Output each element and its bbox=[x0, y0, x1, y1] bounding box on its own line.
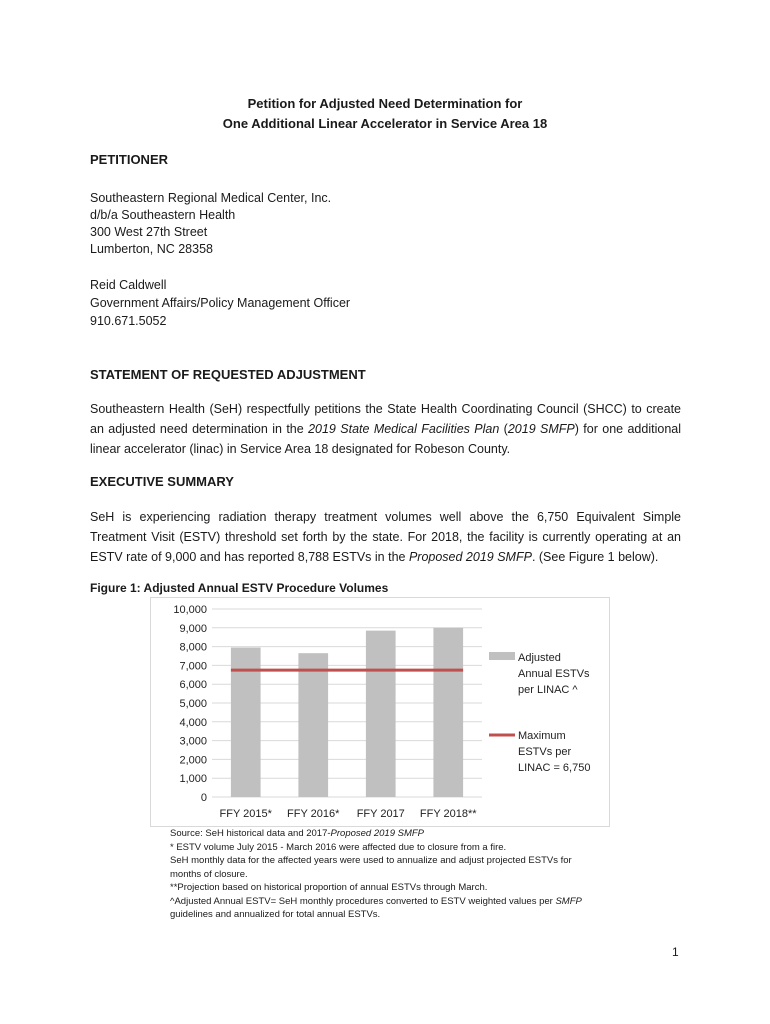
y-tick-label: 3,000 bbox=[179, 735, 207, 748]
legend-label-bar: per LINAC ^ bbox=[518, 684, 578, 696]
note-5: ^Adjusted Annual ESTV= SeH monthly procedures converted to ESTV weighted values per SMFP bbox=[170, 895, 582, 907]
figure-caption: Figure 1: Adjusted Annual ESTV Procedure Volumes bbox=[90, 581, 389, 595]
legend-label-bar: Adjusted bbox=[518, 652, 561, 664]
note-6: guidelines and annualized for total annual ESTVs. bbox=[170, 909, 381, 920]
summary-heading: EXECUTIVE SUMMARY bbox=[90, 474, 234, 489]
legend-swatch-bar bbox=[489, 652, 515, 660]
title-line-1: Petition for Adjusted Need Determination for bbox=[247, 96, 523, 111]
bar bbox=[433, 628, 463, 797]
y-tick-label: 2,000 bbox=[179, 754, 207, 767]
y-tick-label: 0 bbox=[200, 792, 207, 804]
y-tick-label: 10,000 bbox=[173, 604, 207, 616]
legend-label-line: ESTVs per bbox=[518, 746, 572, 758]
bar bbox=[298, 653, 328, 797]
note-3: months of closure. bbox=[170, 868, 248, 880]
y-tick-label: 8,000 bbox=[179, 641, 207, 654]
y-tick-label: 9,000 bbox=[179, 622, 207, 635]
page-number: 1 bbox=[672, 945, 679, 959]
petitioner-heading: PETITIONER bbox=[90, 152, 169, 167]
y-tick-label: 1,000 bbox=[179, 773, 207, 786]
x-tick-label: FFY 2018** bbox=[419, 808, 477, 820]
note-4: **Projection based on historical proportion of annual ESTVs through March. bbox=[170, 882, 488, 893]
y-tick-label: 4,000 bbox=[179, 716, 207, 729]
contact-phone: 910.671.5052 bbox=[90, 314, 167, 328]
statement-paragraph: Southeastern Health (SeH) respectfully petitions the State Health Coordinating Council (SHCC) to create an adjusted need determination in the 2019 State Medical Facilities Plan (2019 SMFP) for one additional linear accelerator (linac) in Service Area 18 designated for Robeson County. bbox=[90, 402, 681, 456]
note-source: Source: SeH historical data and 2017-Proposed 2019 SMFP bbox=[170, 828, 425, 839]
bar bbox=[366, 631, 396, 797]
petitioner-org-line: Southeastern Regional Medical Center, Inc. bbox=[90, 191, 332, 205]
petitioner-org-line: 300 West 27th Street bbox=[90, 225, 208, 239]
contact-title: Government Affairs/Policy Management Officer bbox=[90, 296, 351, 310]
y-tick-label: 7,000 bbox=[179, 660, 207, 673]
petitioner-org-line: Lumberton, NC 28358 bbox=[90, 242, 213, 256]
statement-heading: STATEMENT OF REQUESTED ADJUSTMENT bbox=[90, 367, 366, 382]
y-tick-label: 5,000 bbox=[179, 698, 207, 710]
x-tick-label: FFY 2016* bbox=[287, 808, 340, 820]
petitioner-org-line: d/b/a Southeastern Health bbox=[90, 208, 236, 222]
title-line-2: One Additional Linear Accelerator in Service Area 18 bbox=[222, 116, 548, 131]
legend-label-line: Maximum bbox=[518, 730, 566, 742]
note-2: SeH monthly data for the affected years were used to annualize and adjust projected ESTVs for bbox=[170, 855, 572, 866]
x-tick-label: FFY 2015* bbox=[219, 808, 272, 820]
figure-notes bbox=[170, 827, 640, 922]
x-tick-label: FFY 2017 bbox=[356, 808, 405, 820]
note-1: * ESTV volume July 2015 - March 2016 were affected due to closure from a fire. bbox=[170, 841, 507, 853]
summary-paragraph: SeH is experiencing radiation therapy treatment volumes well above the 6,750 Equivalent Simple Treatment Visit (ESTV) threshold set forth by the state. For 2018, the facility is currently operating at an ESTV rate of 9,000 and has reported 8,788 ESTVs in the Proposed 2019 SMFP. (See Figure 1 below). bbox=[90, 510, 681, 564]
contact-name: Reid Caldwell bbox=[90, 278, 167, 292]
legend-label-line: LINAC = 6,750 bbox=[518, 762, 591, 774]
y-tick-label: 6,000 bbox=[179, 679, 207, 692]
legend-label-bar: Annual ESTVs bbox=[518, 668, 590, 680]
estv-bar-chart bbox=[150, 597, 610, 827]
